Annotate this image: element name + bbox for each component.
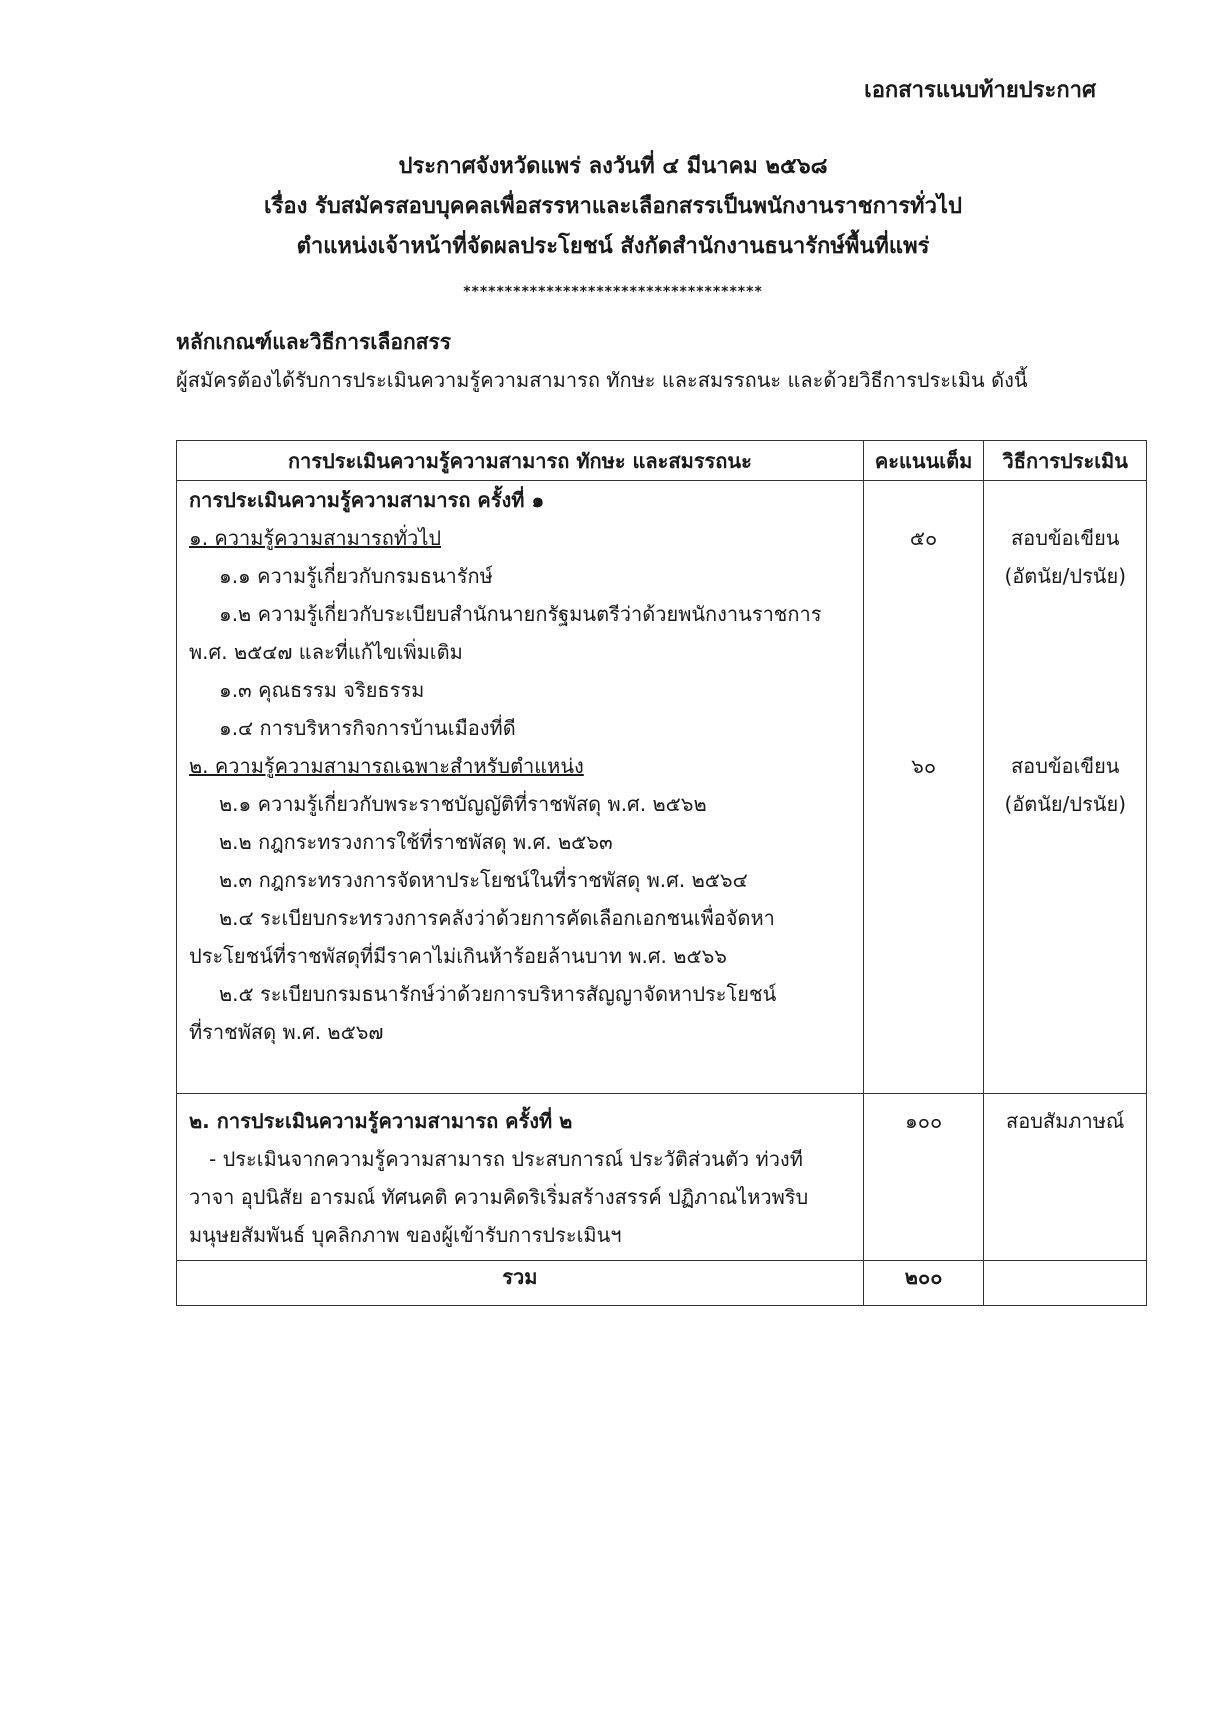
part2-item: ๒.๓ กฎกระทรวงการจัดหาประโยชน์ในที่ราชพัสดุ พ.ศ. ๒๕๖๔ [219,868,748,892]
part2-item: ๒.๔ ระเบียบกระทรวงการคลังว่าด้วยการคัดเลือกเอกชนเพื่อจัดหา [219,906,775,930]
announcement-title: ประกาศจังหวัดแพร่ ลงวันที่ ๔ มีนาคม ๒๕๖๘ [398,154,828,179]
header-assessment: การประเมินความรู้ความสามารถ ทักษะ และสมรรถนะ [177,441,864,481]
round2-method-cell [984,1094,1147,1261]
part1-item: ๑.๓ คุณธรรม จริยธรรม [219,678,425,702]
part1-method-type: (อัตนัย/ปรนัย) [1004,564,1126,588]
part2-item: ๒.๑ ความรู้เกี่ยวกับพระราชบัญญัติที่ราชพัสดุ พ.ศ. ๒๕๖๒ [219,792,707,816]
attachment-label: เอกสารแนบท้ายประกาศ [864,78,1096,103]
announcement-subject: เรื่อง รับสมัครสอบบุคคลเพื่อสรรหาและเลือกสรรเป็นพนักงานราชการทั่วไป [264,194,962,219]
round2-score: ๑๐๐ [905,1109,943,1133]
round1-scores [863,481,984,1094]
round2-score-cell [863,1094,984,1261]
part1-item: ๑.๔ การบริหารกิจการบ้านเมืองที่ดี [219,716,516,740]
table-header-row [177,441,1147,481]
section-intro: ผู้สมัครต้องได้รับการประเมินความรู้ความสามารถ ทักษะ และสมรรถนะ และด้วยวิธีการประเมิน ดังนี้ [176,368,1028,392]
header-full-score: คะแนนเต็ม [863,441,984,481]
round2-title: ๒. การประเมินความรู้ความสามารถ ครั้งที่ ๒ [189,1109,573,1133]
round2-content [177,1094,864,1261]
table-row-total [177,1261,1147,1306]
announcement-position: ตำแหน่งเจ้าหน้าที่จัดผลประโยชน์ สังกัดสำนักงานธนารักษ์พื้นที่แพร่ [296,234,930,259]
part2-item: ๒.๕ ระเบียบกรมธนารักษ์ว่าด้วยการบริหารสัญญาจัดหาประโยชน์ [219,982,777,1006]
part2-item: ประโยชน์ที่ราชพัสดุที่มีราคาไม่เกินห้าร้อยล้านบาท พ.ศ. ๒๕๖๖ [189,944,727,968]
round2-method: สอบสัมภาษณ์ [1005,1109,1125,1133]
part1-method: สอบข้อเขียน [1010,526,1120,550]
total-label: รวม [177,1261,864,1306]
round1-methods [984,481,1147,1094]
table-row-round2 [177,1094,1147,1261]
round1-title: การประเมินความรู้ความสามารถ ครั้งที่ ๑ [189,488,545,512]
part2-item: ที่ราชพัสดุ พ.ศ. ๒๕๖๗ [189,1020,384,1044]
part1-score: ๕๐ [909,526,938,550]
title-divider: ************************************ [463,284,763,300]
part2-title: ๒. ความรู้ความสามารถเฉพาะสำหรับตำแหน่ง [189,754,584,778]
part2-method-type: (อัตนัย/ปรนัย) [1004,792,1126,816]
assessment-table [176,440,1147,1306]
part2-score: ๖๐ [911,754,937,778]
part1-item: ๑.๒ ความรู้เกี่ยวกับระเบียบสำนักนายกรัฐมนตรีว่าด้วยพนักงานราชการ [219,602,822,626]
part1-item: พ.ศ. ๒๕๔๗ และที่แก้ไขเพิ่มเติม [189,640,463,664]
part1-item: ๑.๑ ความรู้เกี่ยวกับกรมธนารักษ์ [219,564,493,588]
round2-line: วาจา อุปนิสัย อารมณ์ ทัศนคติ ความคิดริเริ่มสร้างสรรค์ ปฏิภาณไหวพริบ [189,1185,809,1209]
round1-content [177,481,864,1094]
table-row-round1 [177,481,1147,1094]
header-method: วิธีการประเมิน [984,441,1147,481]
part2-item: ๒.๒ กฎกระทรวงการใช้ที่ราชพัสดุ พ.ศ. ๒๕๖๓ [219,830,613,854]
total-score: ๒๐๐ [863,1261,984,1306]
part2-method: สอบข้อเขียน [1010,754,1120,778]
part1-title: ๑. ความรู้ความสามารถทั่วไป [189,526,442,550]
section-title: หลักเกณฑ์และวิธีการเลือกสรร [176,330,452,354]
total-method [984,1261,1147,1306]
round2-line: - ประเมินจากความรู้ความสามารถ ประสบการณ์ ประวัติส่วนตัว ท่วงที [209,1147,803,1171]
round2-line: มนุษยสัมพันธ์ บุคลิกภาพ ของผู้เข้ารับการประเมินฯ [189,1223,622,1247]
